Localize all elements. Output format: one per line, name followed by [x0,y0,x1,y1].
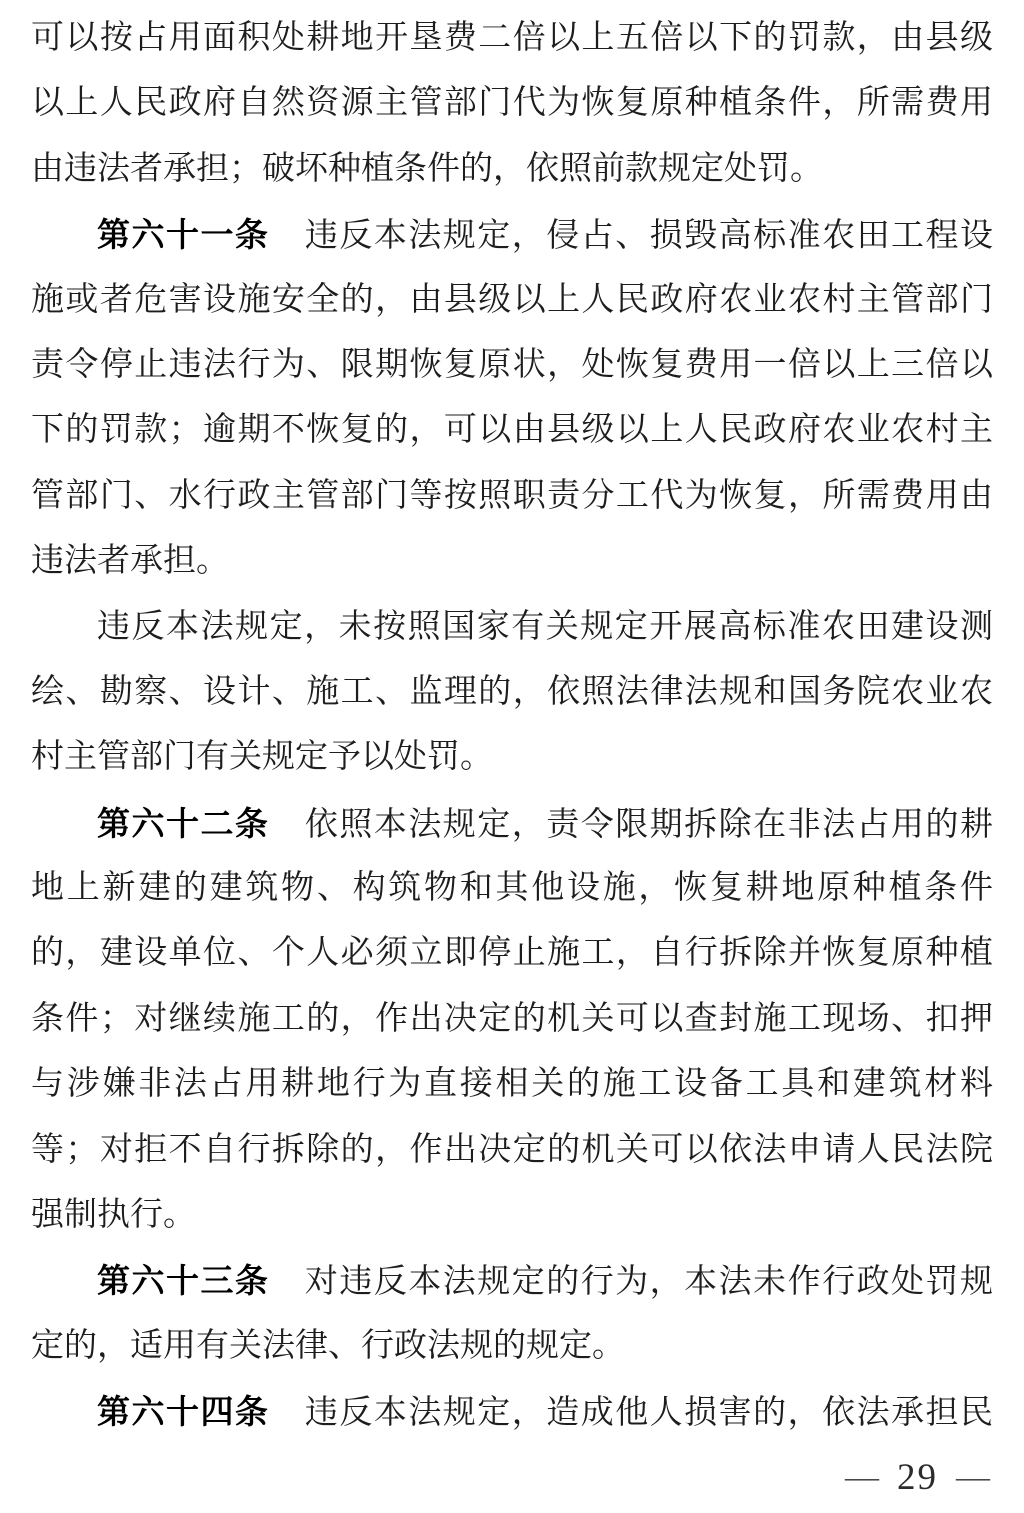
text-line: 下的罚款；逾期不恢复的，可以由县级以上人民政府农业农村主 [31,412,993,449]
article-number: 第六十二条 [97,804,270,842]
article-number: 第六十三条 [97,1262,270,1300]
article-number: 第六十一条 [97,216,270,254]
text-line: 施或者危害设施安全的，由县级以上人民政府农业农村主管部门 [31,281,993,318]
text-line: 等；对拒不自行拆除的，作出决定的机关可以依法申请人民法院 [31,1131,993,1168]
footer-left-dash: — [845,1462,879,1493]
text-line-article-62 [31,791,993,856]
page-number: 29 [897,1457,938,1498]
article-text: 依照本法规定，责令限期拆除在非法占用的耕 [303,806,993,843]
text-line: 的，建设单位、个人必须立即停止施工，自行拆除并恢复原种植 [31,935,993,972]
text-line-article-64 [31,1379,993,1444]
article-number: 第六十四条 [97,1393,270,1431]
text-line: 地上新建的建筑物、构筑物和其他设施，恢复耕地原种植条件 [31,870,993,907]
text-line-article-63 [31,1248,993,1313]
page-number-footer [845,1452,990,1504]
article-text: 违反本法规定，侵占、损毁高标准农田工程设 [303,218,993,255]
text-line: 由违法者承担；破坏种植条件的，依照前款规定处罚。 [31,150,823,187]
text-line: 责令停止违法行为、限期恢复原状，处恢复费用一倍以上三倍以 [31,346,993,383]
article-text: 对违反本法规定的行为，本法未作行政处罚规 [303,1264,993,1301]
article-text: 违反本法规定，造成他人损害的，依法承担民 [303,1395,993,1432]
text-line: 与涉嫌非法占用耕地行为直接相关的施工设备工具和建筑材料 [31,1066,993,1103]
text-line: 以上人民政府自然资源主管部门代为恢复原种植条件，所需费用 [31,85,993,122]
text-line: 违法者承担。 [31,543,229,580]
text-line: 定的，适用有关法律、行政法规的规定。 [31,1327,625,1364]
text-line-article-61 [31,202,993,267]
legal-text-block [31,6,993,1445]
text-line: 强制执行。 [31,1197,196,1234]
text-line: 绘、勘察、设计、施工、监理的，依照法律法规和国务院农业农 [31,673,993,710]
text-line: 违反本法规定，未按照国家有关规定开展高标准农田建设测 [97,608,993,645]
text-line: 村主管部门有关规定予以处罚。 [31,739,493,776]
text-line: 管部门、水行政主管部门等按照职责分工代为恢复，所需费用由 [31,477,993,514]
footer-right-dash: — [956,1462,990,1493]
text-line: 可以按占用面积处耕地开垦费二倍以上五倍以下的罚款，由县级 [31,20,993,56]
text-line: 条件；对继续施工的，作出决定的机关可以查封施工现场、扣押 [31,1000,993,1037]
